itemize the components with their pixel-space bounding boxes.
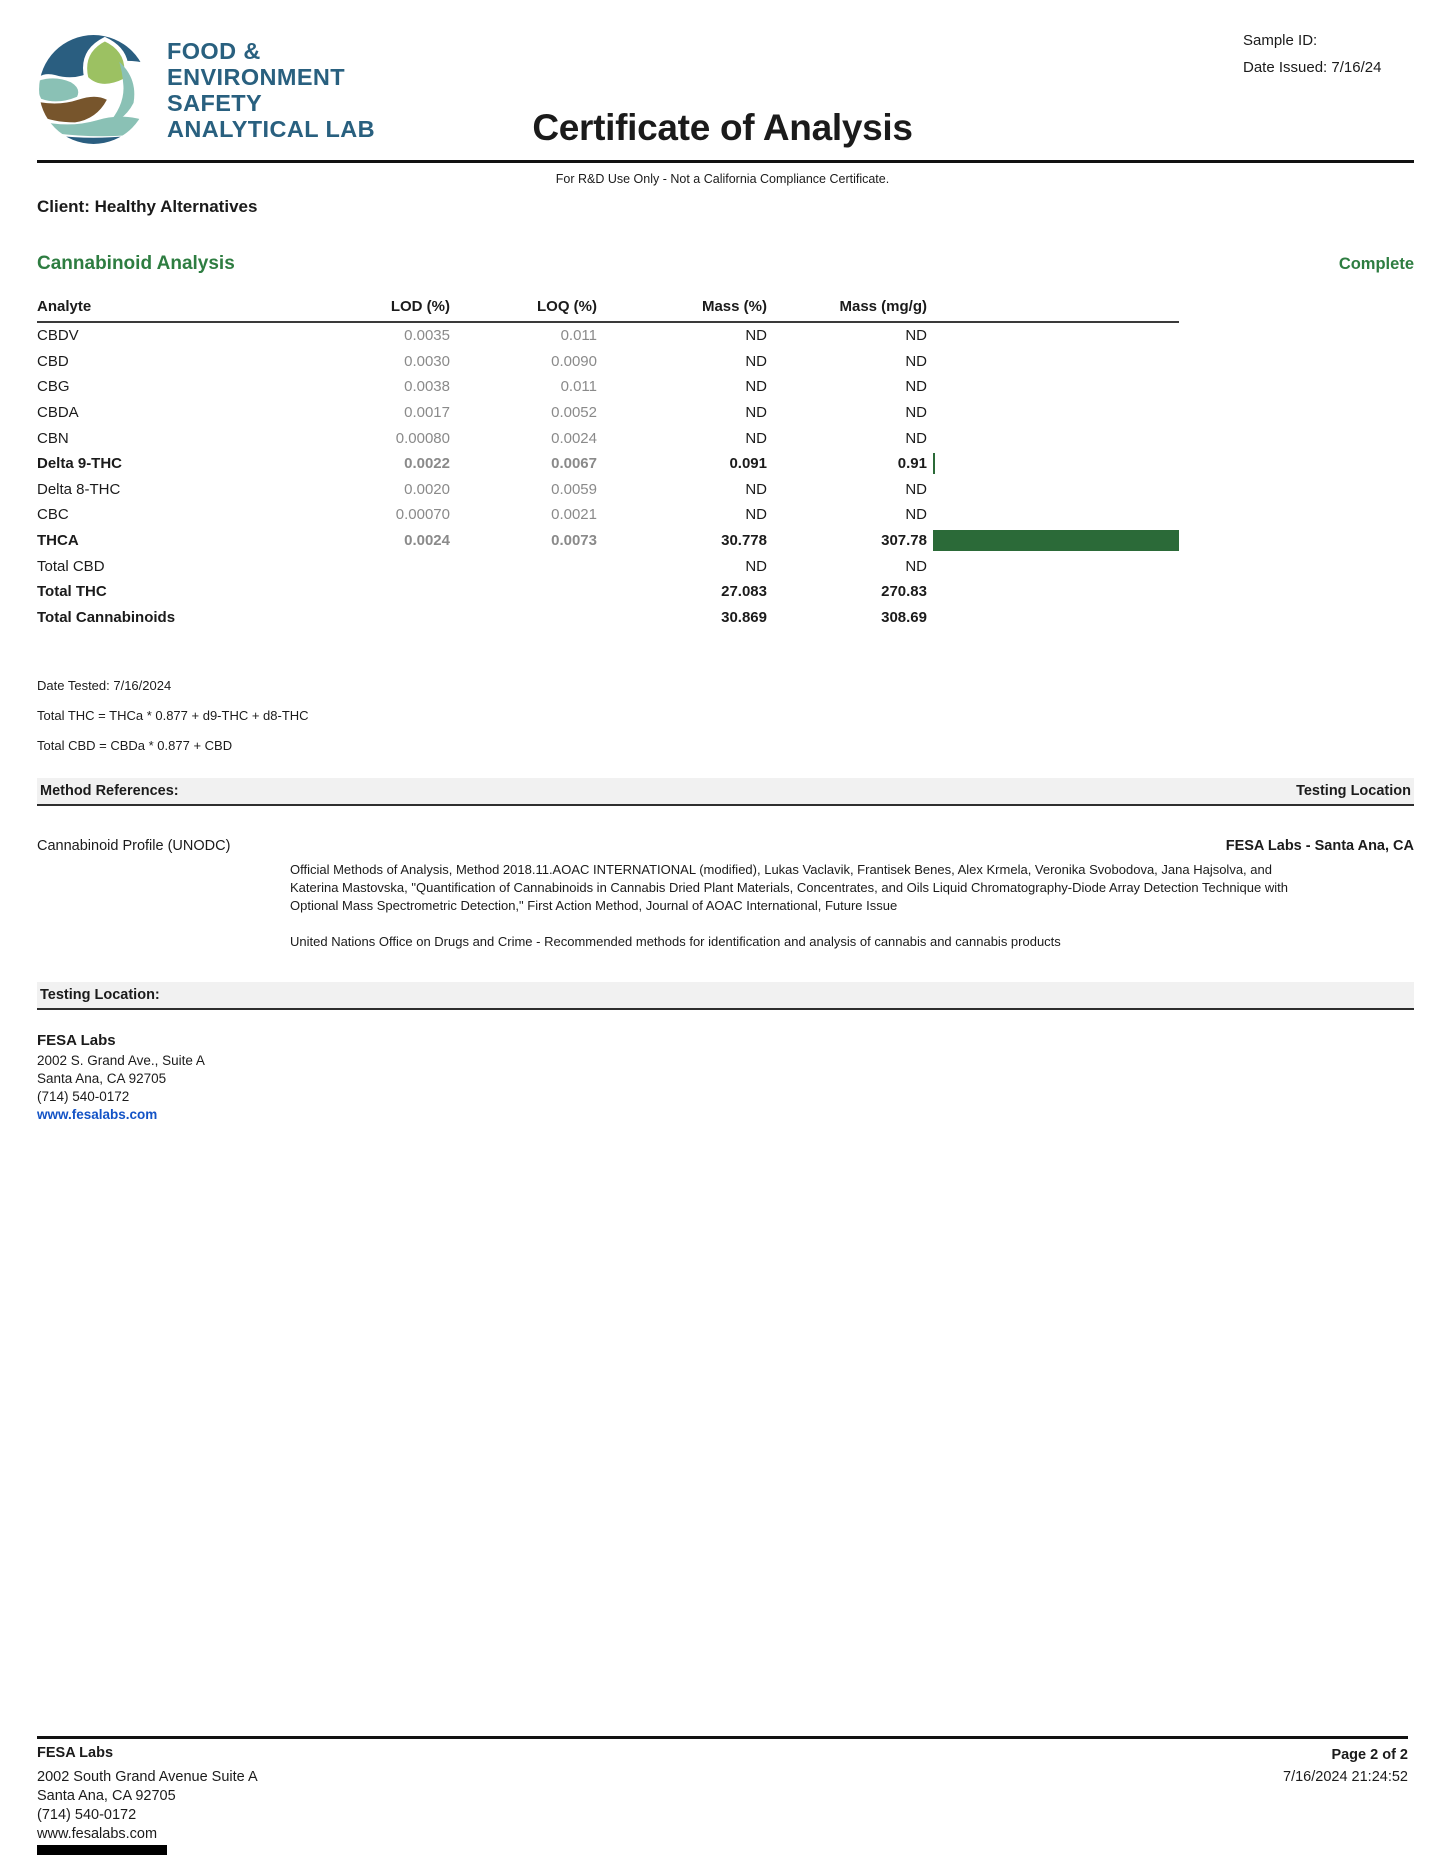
analysis-notes [37,678,309,768]
mass-mgg-value: ND [905,429,927,447]
table-row [37,349,1179,375]
mass-percent-value: ND [745,404,767,422]
method-citation-aoac: Official Methods of Analysis, Method 2018.11.AOAC INTERNATIONAL (modified), Lukas Vaclavik, Frantisek Benes, Alex Krmela, Veronika Svobodova, Jana Hajsolva, and Katerina Mastovska, "Quantification of Cannabinoids in Cannabis Dried Plant Materials, Concentrates, and Oils Liquid Chromatography-Diode Array Detection Technique with Optional Mass Spectrometric Detection," First Action Method, Journal of AOAC International, Future Issue [290,862,1288,913]
mass-mgg-value: ND [905,352,927,370]
lab-website-link[interactable]: www.fesalabs.com [37,1107,158,1122]
compliance-note: For R&D Use Only - Not a California Compliance Certificate. [555,172,890,186]
table-row [37,425,1179,451]
lod-value: 0.00070 [395,506,450,524]
mass-percent-value: ND [745,480,767,498]
analyte-name: CBDV [37,327,79,345]
lod-value: 0.0017 [404,404,450,422]
lab-phone: (714) 540-0172 [37,1089,130,1104]
sample-id-label: Sample ID: [1243,32,1318,49]
method-profile-name: Cannabinoid Profile (UNODC) [37,838,231,854]
section-title: Cannabinoid Analysis [37,253,235,274]
lab-address-line: Santa Ana, CA 92705 [37,1071,167,1086]
mass-mgg-value: ND [905,327,927,345]
section-heading-row [37,253,1414,275]
analyte-name: Total Cannabinoids [37,608,176,626]
table-row [37,323,1179,349]
client-name: Client: Healthy Alternatives [37,197,258,216]
lod-value: 0.00080 [395,429,450,447]
table-row [37,605,1179,631]
page-number: Page 2 of 2 [1331,1747,1408,1763]
footer-address-line: 2002 South Grand Avenue Suite A [37,1769,258,1785]
lod-value: 0.0020 [404,480,450,498]
lod-value: 0.0022 [404,455,450,473]
method-citation-unodc: United Nations Office on Drugs and Crime - Recommended methods for identification and analysis of cannabis and cannabis products [290,934,1061,949]
table-row [37,477,1179,503]
mass-percent-value: ND [745,429,767,447]
mass-percent-value: 0.091 [729,455,767,473]
mass-mgg-value: ND [905,506,927,524]
method-references-heading: Method References: [40,783,179,799]
mass-percent-value: ND [745,557,767,575]
status-badge: Complete [1338,255,1414,273]
analyte-name: CBC [37,506,69,524]
footer-lab-info [37,1744,258,1844]
footer-divider [37,1736,1408,1739]
method-row [37,838,1414,854]
lod-value: 0.0024 [404,532,450,550]
page-bottom-mark [37,1845,167,1855]
column-header-lod: LOD (%) [390,298,450,315]
mass-percent-value: 27.083 [721,583,767,601]
mass-percent-value: ND [745,378,767,396]
testing-location-heading: Testing Location: [40,987,160,1003]
mass-mgg-value: ND [905,378,927,396]
mass-mgg-value: ND [905,404,927,422]
mass-mgg-value: ND [905,557,927,575]
lab-name: FESA Labs [37,1032,116,1049]
testing-location-section [37,1032,205,1124]
table-header-row [37,298,1179,323]
footer-website-link[interactable]: www.fesalabs.com [37,1826,158,1842]
analyte-name: THCA [37,532,79,550]
table-row [37,528,1179,554]
page-title: Certificate of Analysis [532,107,913,148]
mass-mgg-value: 307.78 [881,532,927,550]
logo-line: FOOD & [167,37,261,64]
lab-address-line: 2002 S. Grand Ave., Suite A [37,1053,205,1068]
column-header-mass-percent: Mass (%) [701,298,767,315]
footer-address-line: Santa Ana, CA 92705 [37,1788,176,1804]
analyte-name: CBG [37,378,70,396]
analyte-name: Total CBD [37,557,105,575]
analyte-name: CBDA [37,404,79,422]
date-tested: Date Tested: 7/16/2024 [37,678,172,693]
mass-bar [933,530,1179,551]
loq-value: 0.0021 [551,506,597,524]
cannabinoid-table [37,298,1179,630]
header-divider [37,160,1414,163]
testing-location-column-heading: Testing Location [1296,783,1411,799]
analyte-table-body [37,323,1179,630]
testing-location-bar [37,982,1414,1010]
mass-mgg-value: 0.91 [897,455,927,473]
footer-lab-name: FESA Labs [37,1745,114,1761]
table-row [37,579,1179,605]
analyte-name: Delta 9-THC [37,455,123,473]
analyte-name: Delta 8-THC [37,480,121,498]
analyte-name: CBN [37,429,69,447]
total-cbd-formula: Total CBD = CBDa * 0.877 + CBD [37,738,233,753]
footer-page-info [1283,1744,1408,1788]
table-row [37,400,1179,426]
lod-value: 0.0035 [404,327,450,345]
mass-bar [933,453,935,474]
sample-info [1243,27,1381,81]
column-header-analyte: Analyte [37,298,92,315]
mass-percent-value: 30.869 [721,608,767,626]
column-header-loq: LOQ (%) [537,298,597,315]
logo-line: ENVIRONMENT [167,63,346,90]
table-row [37,374,1179,400]
lod-value: 0.0030 [404,352,450,370]
loq-value: 0.011 [560,327,597,345]
mass-percent-value: ND [745,506,767,524]
table-row [37,502,1179,528]
footer-phone: (714) 540-0172 [37,1807,137,1823]
table-row [37,553,1179,579]
loq-value: 0.0067 [551,455,597,473]
analyte-name: CBD [37,352,69,370]
mass-percent-value: 30.778 [721,532,767,550]
loq-value: 0.0090 [551,352,597,370]
total-thc-formula: Total THC = THCa * 0.877 + d9-THC + d8-THC [37,708,309,723]
mass-mgg-value: 308.69 [881,608,927,626]
mass-mgg-value: ND [905,480,927,498]
loq-value: 0.0024 [551,429,597,447]
lod-value: 0.0038 [404,378,450,396]
mass-percent-value: ND [745,352,767,370]
loq-value: 0.011 [560,378,597,396]
print-timestamp: 7/16/2024 21:24:52 [1283,1769,1408,1785]
date-issued: Date Issued: 7/16/24 [1243,59,1382,76]
loq-value: 0.0059 [551,480,597,498]
mass-bar-cell [927,530,1179,551]
loq-value: 0.0052 [551,404,597,422]
mass-bar-cell [927,453,1179,474]
method-references-bar [37,778,1414,806]
logo-line: ANALYTICAL LAB [167,115,375,142]
analyte-name: Total THC [37,583,107,601]
logo-line: SAFETY [167,89,263,116]
column-header-mass-mgg: Mass (mg/g) [839,298,927,315]
mass-percent-value: ND [745,327,767,345]
mass-mgg-value: 270.83 [881,583,927,601]
method-testing-location: FESA Labs - Santa Ana, CA [1225,838,1414,854]
table-row [37,451,1179,477]
loq-value: 0.0073 [551,532,597,550]
method-references-section [37,838,1414,951]
